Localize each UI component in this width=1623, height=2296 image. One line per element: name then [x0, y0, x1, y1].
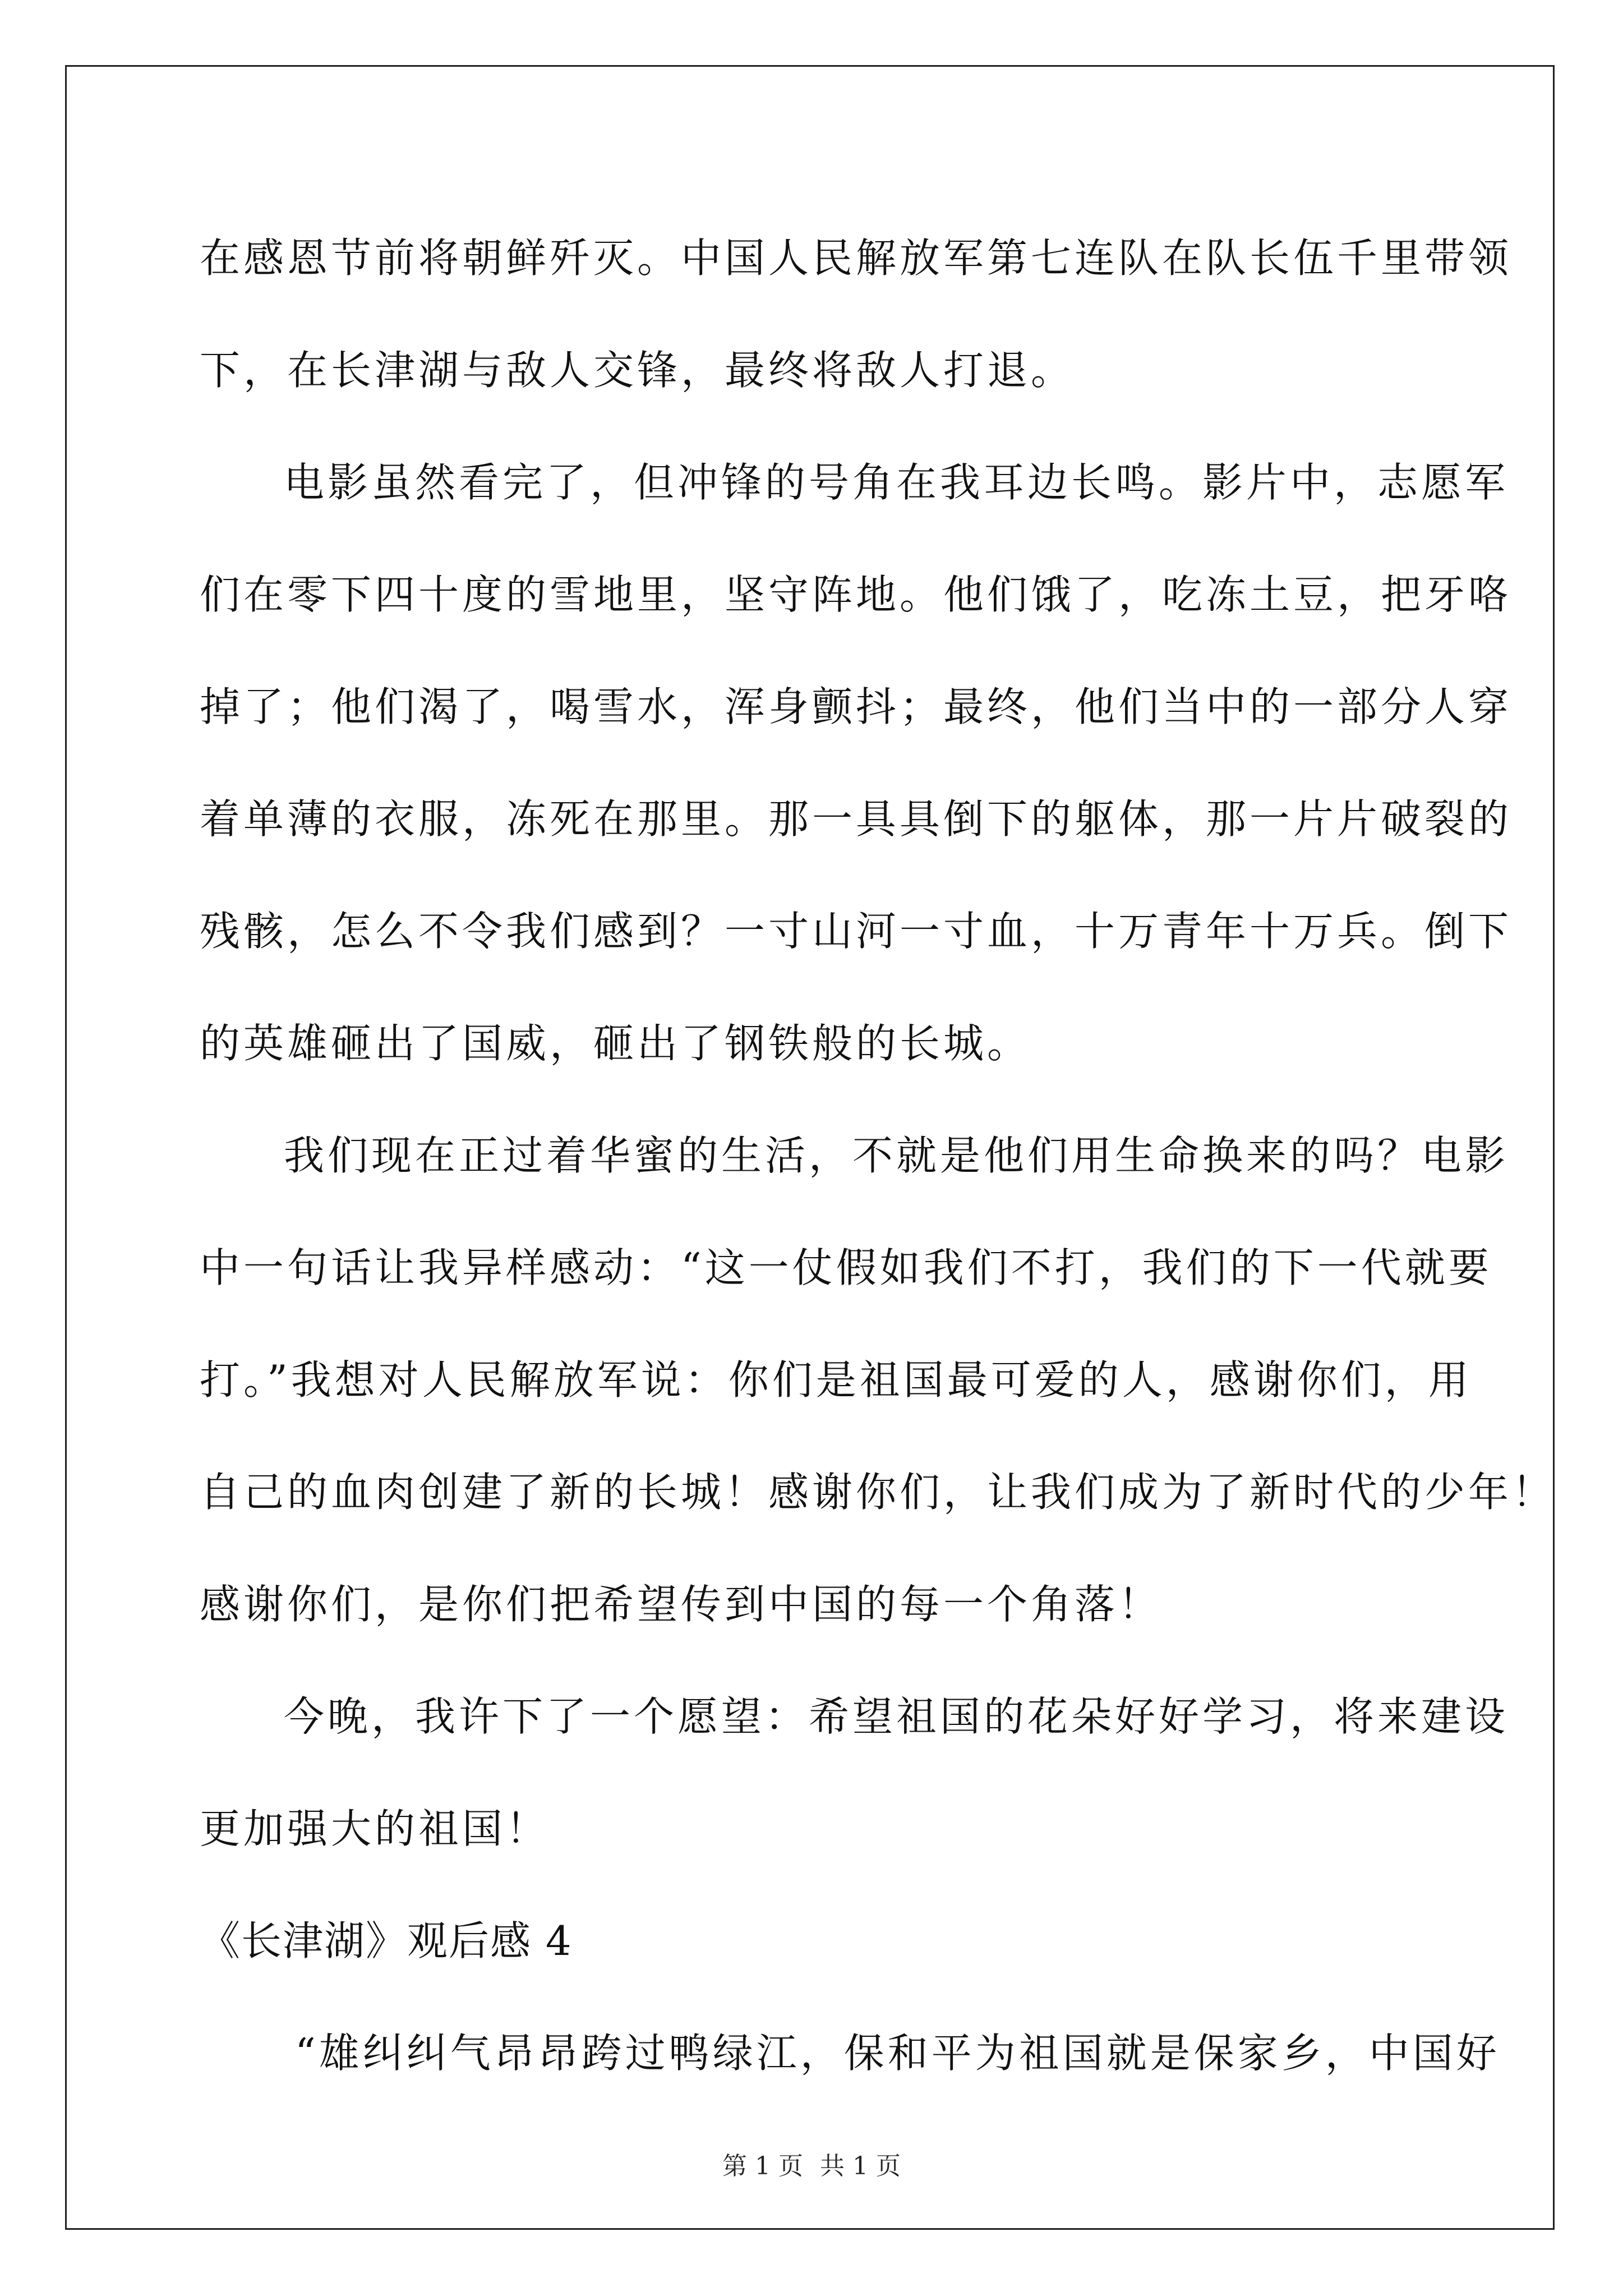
text-line: 中一句话让我异样感动：“这一仗假如我们不打，我们的下一代就要: [200, 1244, 1492, 1291]
text-line: 掉了；他们渴了，喝雪水，浑身颤抖；最终，他们当中的一部分人穿: [200, 683, 1513, 730]
text-line: “雄纠纠气昂昂跨过鸭绿江，保和平为祖国就是保家乡，中国好: [295, 2030, 1500, 2077]
text-line: 我们现在正过着华蜜的生活，不就是他们用生命换来的吗？电影: [284, 1132, 1509, 1179]
text-line: 着单薄的衣服，冻死在那里。那一具具倒下的躯体，那一片片破裂的: [200, 795, 1513, 843]
page-number: 第 1 页: [722, 2152, 803, 2180]
total-pages: 共 1 页: [820, 2152, 901, 2180]
text-line: 们在零下四十度的雪地里，坚守阵地。他们饿了，吃冻土豆，把牙咯: [200, 571, 1513, 618]
text-line: 电影虽然看完了，但冲锋的号角在我耳边长鸣。影片中，志愿军: [284, 459, 1509, 506]
text-line: 在感恩节前将朝鲜歼灭。中国人民解放军第七连队在队长伍千里带领: [200, 234, 1513, 282]
section-heading: 《长津湖》观后感 4: [200, 1917, 573, 1964]
paragraph-lines: [200, 202, 1556, 2109]
text-line: 感谢你们，是你们把希望传到中国的每一个角落！: [200, 1581, 1163, 1628]
page-footer: [0, 2146, 1623, 2182]
document-body: [200, 202, 1556, 2109]
text-line: 更加强大的祖国！: [200, 1805, 550, 1852]
text-line: 自己的血肉创建了新的长城！感谢你们，让我们成为了新时代的少年！: [200, 1469, 1556, 1516]
text-line: 下，在长津湖与敌人交锋，最终将敌人打退。: [200, 347, 1075, 394]
text-line: 今晚，我许下了一个愿望：希望祖国的花朵好好学习，将来建设: [284, 1693, 1509, 1740]
text-line: 打。”我想对人民解放军说：你们是祖国最可爱的人，感谢你们，用: [200, 1356, 1472, 1404]
text-line: 的英雄砸出了国威，砸出了钢铁般的长城。: [200, 1020, 1031, 1067]
text-line: 残骸，怎么不令我们感到？一寸山河一寸血，十万青年十万兵。倒下: [200, 908, 1513, 955]
